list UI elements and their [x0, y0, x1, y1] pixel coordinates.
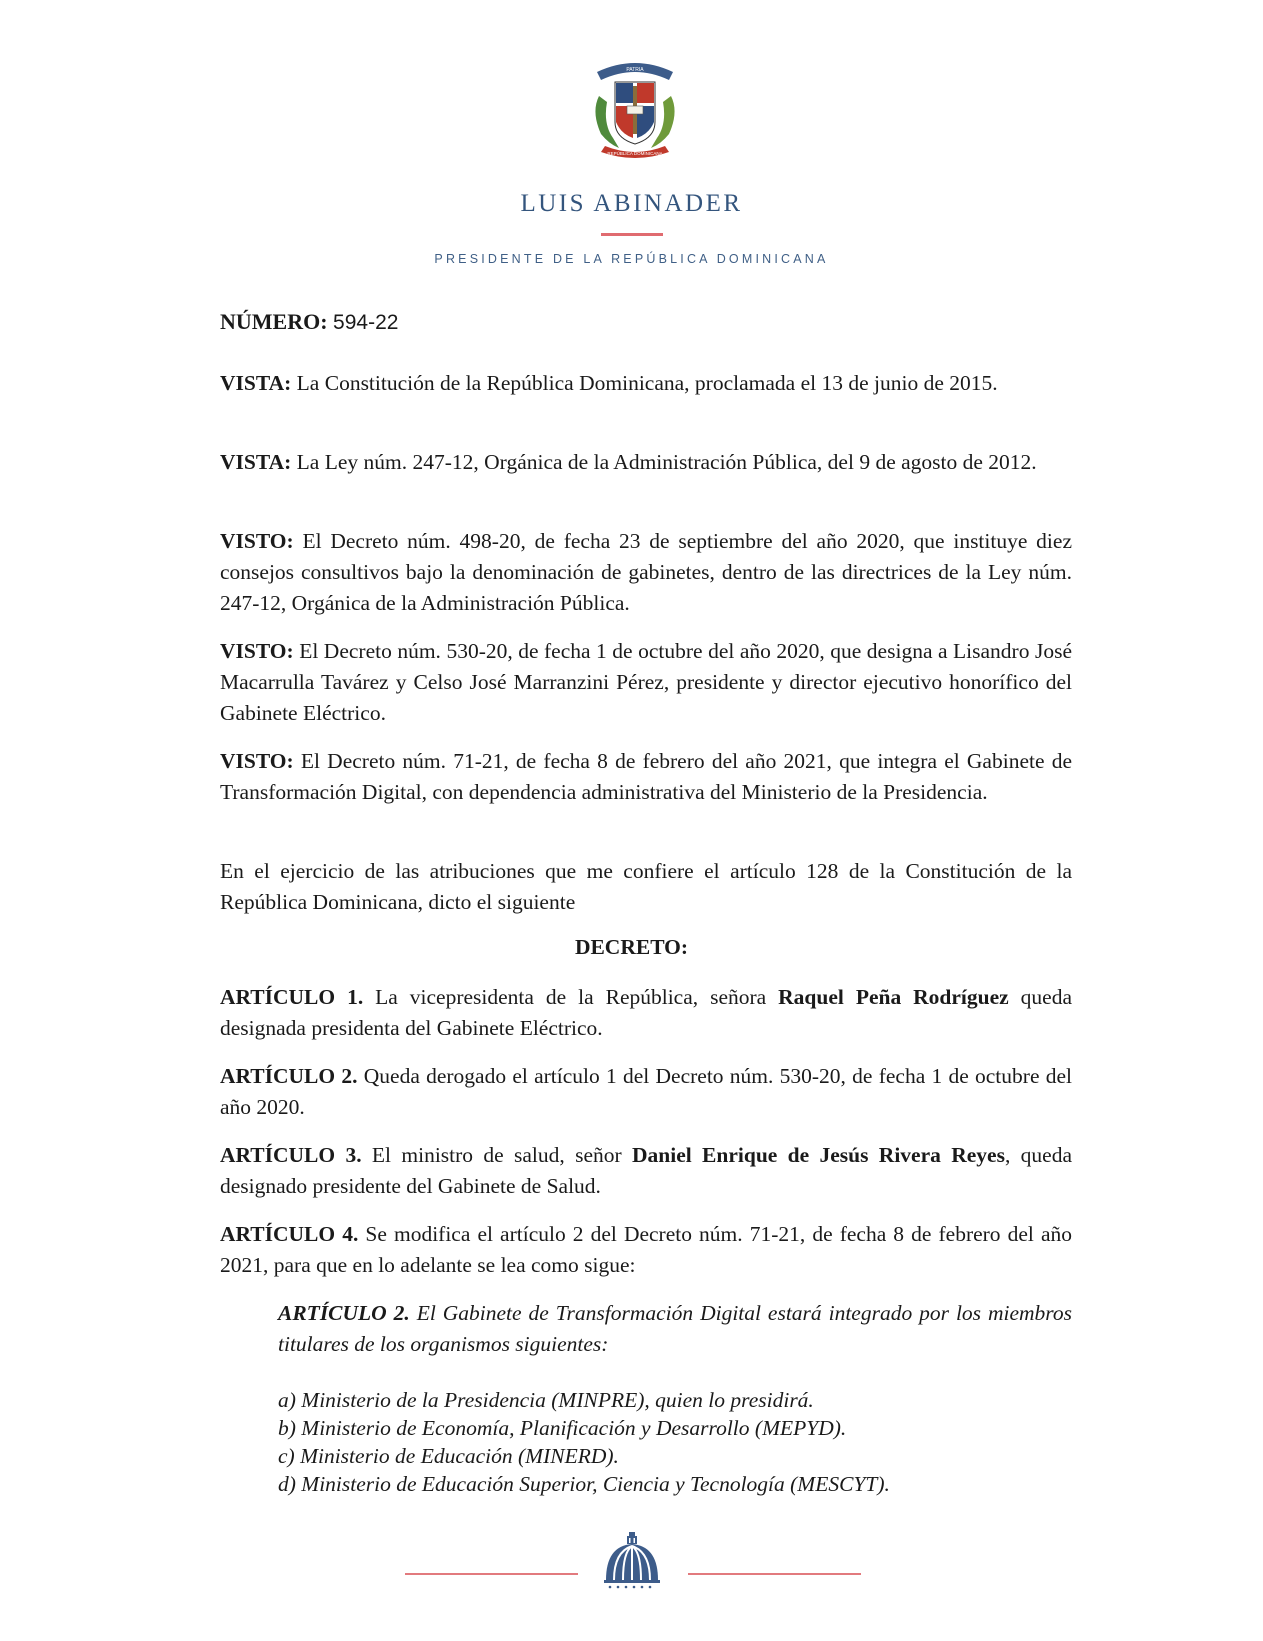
article-text: La vicepresidenta de la República, señora	[363, 985, 779, 1009]
article-label: ARTÍCULO 1.	[220, 985, 364, 1009]
considerando-text: El Decreto núm. 498-20, de fecha 23 de septiembre del año 2020, que instituye diez consejos consultivos bajo la denominación de gabinetes, dentro de las directrices de la Ley núm. 247-12, Orgánica de la Administración Pública.	[220, 529, 1072, 615]
article-label: ARTÍCULO 2.	[220, 1064, 358, 1088]
considerando	[220, 636, 1072, 729]
quoted-article-label: ARTÍCULO 2.	[278, 1301, 410, 1325]
considerando	[220, 368, 1072, 399]
article-text: Se modifica el artículo 2 del Decreto núm. 71-21, de fecha 8 de febrero del año 2021, para que en lo adelante se lea como sigue:	[220, 1222, 1073, 1277]
article-text: Queda derogado el artículo 1 del Decreto núm. 530-20, de fecha 1 de octubre del año 2020.	[220, 1064, 1072, 1119]
organism-list-item: c) Ministerio de Educación (MINERD).	[278, 1444, 619, 1468]
considerando-label: VISTA:	[220, 450, 292, 474]
considerando	[220, 746, 1072, 808]
article-text: El ministro de salud, señor	[361, 1143, 632, 1167]
organism-list-item: d) Ministerio de Educación Superior, Ciencia y Tecnología (MESCYT).	[278, 1472, 890, 1496]
article	[220, 1140, 1072, 1202]
quoted-article-text: El Gabinete de Transformación Digital estará integrado por los miembros titulares de los organismos siguientes:	[278, 1301, 1072, 1356]
president-name: LUIS ABINADER	[520, 190, 743, 217]
considerando-text: La Constitución de la República Dominicana, proclamada el 13 de junio de 2015.	[291, 371, 998, 395]
article	[220, 1061, 1072, 1123]
considerando	[220, 447, 1072, 478]
decree-heading: DECRETO:	[574, 935, 689, 959]
article-person: Raquel Peña Rodríguez	[778, 985, 1009, 1009]
footer-divider-right	[688, 1573, 861, 1575]
article-text: queda designada presidenta del Gabinete Eléctrico.	[220, 985, 1072, 1040]
article	[220, 982, 1072, 1044]
footer-divider-left	[405, 1573, 578, 1575]
considerando-text: El Decreto núm. 530-20, de fecha 1 de octubre del año 2020, que designa a Lisandro José Macarrulla Tavárez y Celso José Marranzini Pérez, presidente y director ejecutivo honorífico del Gabinete Eléctrico.	[220, 639, 1072, 725]
decree-number	[220, 306, 1072, 338]
crest-banner-text: REPÚBLICA DOMINICANA	[607, 151, 663, 156]
article-text: , queda designado presidente del Gabinete de Salud.	[220, 1143, 1073, 1198]
considerando-label: VISTO:	[220, 749, 294, 773]
considerando-text: La Ley núm. 247-12, Orgánica de la Administración Pública, del 9 de agosto de 2012.	[291, 450, 1037, 474]
decree-number-label: NÚMERO:	[220, 309, 328, 334]
coat-of-arms-icon	[583, 52, 687, 160]
article	[220, 1219, 1072, 1281]
crest-motto: PATRIA	[626, 67, 644, 73]
considerando-label: VISTO:	[220, 639, 294, 663]
quoted-article	[278, 1298, 1072, 1360]
organism-list-item: b) Ministerio de Economía, Planificación y Desarrollo (MEPYD).	[278, 1416, 847, 1440]
considerando-text: El Decreto núm. 71-21, de fecha 8 de febrero del año 2021, que integra el Gabinete de Transformación Digital, con dependencia administrativa del Ministerio de la Presidencia.	[220, 749, 1072, 804]
organism-list-item: a) Ministerio de la Presidencia (MINPRE), quien lo presidirá.	[278, 1388, 814, 1412]
article-label: ARTÍCULO 4.	[220, 1222, 359, 1246]
considerando	[220, 526, 1072, 619]
considerando-label: VISTA:	[220, 371, 292, 395]
considerando-label: VISTO:	[220, 529, 294, 553]
decree-number-value: 594-22	[333, 311, 399, 334]
article-label: ARTÍCULO 3.	[220, 1143, 362, 1167]
palacio-dome-icon	[600, 1530, 664, 1590]
article-person: Daniel Enrique de Jesús Rivera Reyes	[632, 1143, 1005, 1167]
president-title: PRESIDENTE DE LA REPÚBLICA DOMINICANA	[434, 252, 829, 266]
header-divider	[601, 233, 663, 236]
preamble: En el ejercicio de las atribuciones que me confiere el artículo 128 de la Constitución de la República Dominicana, dicto el siguiente	[220, 859, 1072, 914]
